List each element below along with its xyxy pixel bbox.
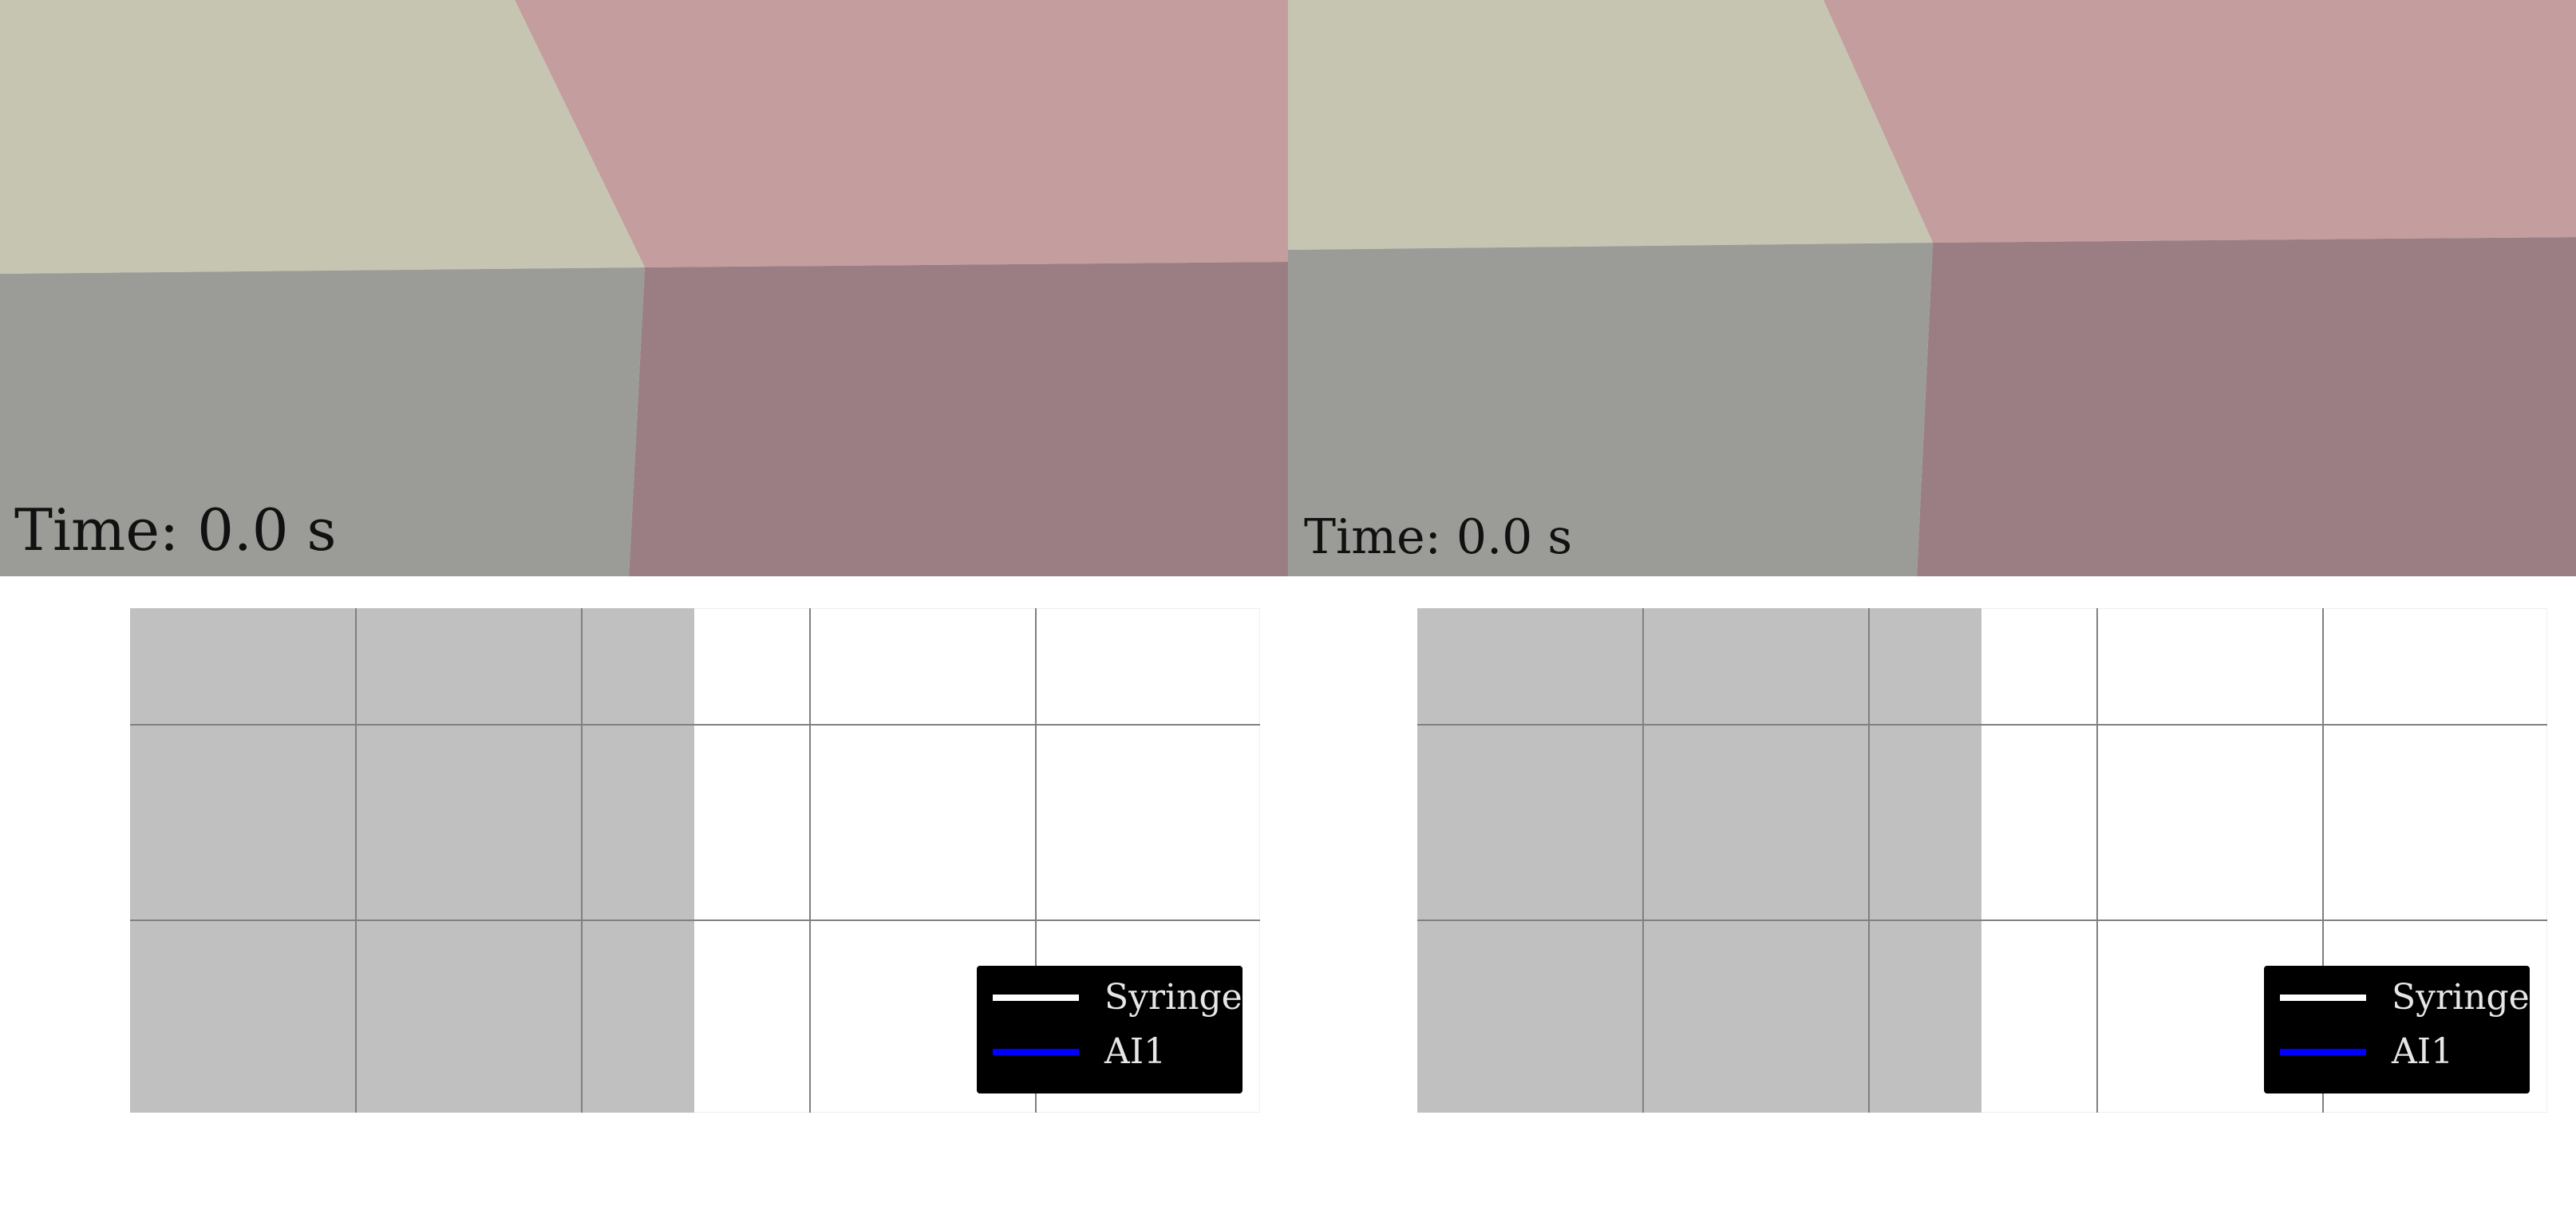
legend-label: Syringe bbox=[1104, 977, 1243, 1018]
legend-swatch bbox=[993, 1049, 1079, 1055]
legend-swatch bbox=[993, 995, 1079, 1001]
plot-right bbox=[1417, 608, 2547, 1113]
legend-entry-ai1 bbox=[977, 1026, 1243, 1078]
render-view-left[interactable] bbox=[0, 0, 1288, 576]
render-view-right[interactable] bbox=[1288, 0, 2576, 576]
time-label: Time: 0.0 s bbox=[1304, 509, 1573, 565]
legend-entry-ai1 bbox=[2264, 1026, 2530, 1078]
shaded-time-region bbox=[130, 608, 694, 1113]
block-face-top-right bbox=[1823, 0, 2576, 243]
legend-label: Syringe bbox=[2392, 977, 2530, 1018]
legend-label: AI1 bbox=[2392, 1031, 2454, 1072]
legend-swatch bbox=[2280, 995, 2366, 1001]
legend bbox=[977, 966, 1243, 1093]
block-face-bottom-right bbox=[629, 262, 1288, 576]
legend-entry-syringe bbox=[2264, 972, 2530, 1023]
legend-label: AI1 bbox=[1104, 1031, 1167, 1072]
plot-left bbox=[130, 608, 1260, 1113]
block-face-top-right bbox=[515, 0, 1288, 267]
shaded-time-region bbox=[1417, 608, 1981, 1113]
block-render-left bbox=[0, 0, 1288, 576]
block-face-bottom-right bbox=[1917, 237, 2576, 576]
block-face-top-left bbox=[1288, 0, 1933, 250]
time-label: Time: 0.0 s bbox=[14, 496, 337, 564]
legend-swatch bbox=[2280, 1049, 2366, 1055]
legend bbox=[2264, 966, 2530, 1093]
block-render-right bbox=[1288, 0, 2576, 576]
legend-entry-syringe bbox=[977, 972, 1243, 1023]
